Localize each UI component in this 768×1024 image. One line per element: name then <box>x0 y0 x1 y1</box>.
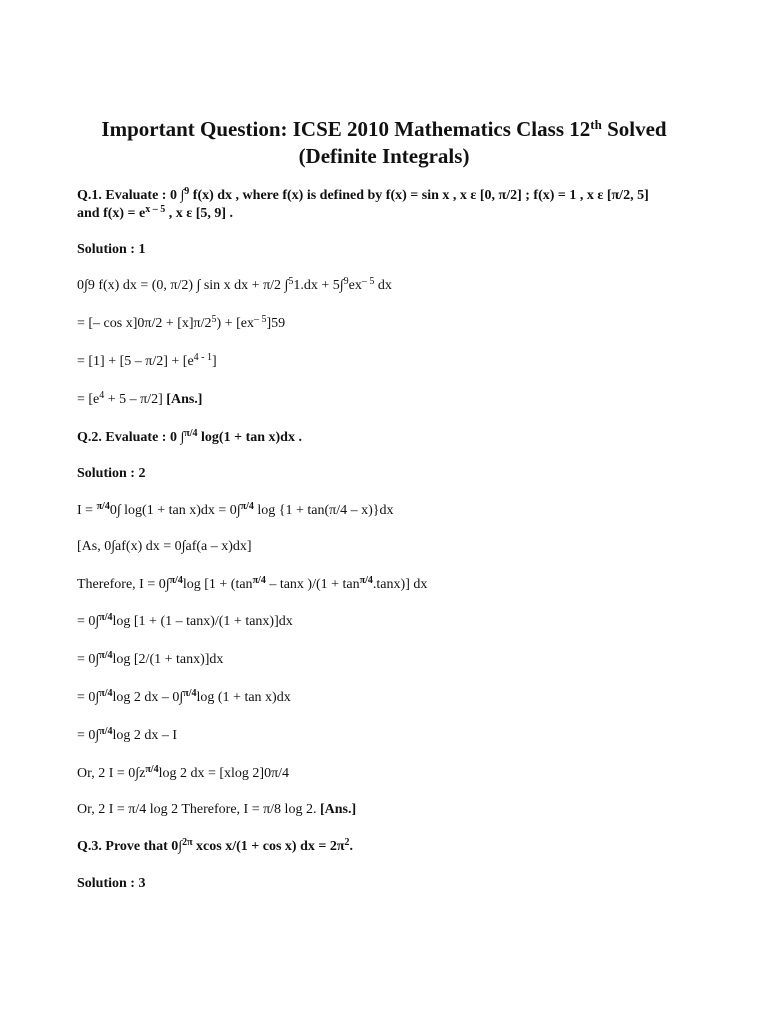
solution-2-line-2: [As, 0∫af(x) dx = 0∫af(a – x)dx] <box>77 539 252 554</box>
solution-2-heading: Solution : 2 <box>77 466 146 481</box>
solution-2-line-4: = 0∫$^{\pi/4}$log [1 + (1 – tanx)/(1 + tanx)]dx <box>77 612 293 629</box>
solution-2-line-6: = 0∫$^{\pi/4}$log 2 dx – 0∫$^{\pi/4}$log (1 + tan x)dx <box>77 688 291 705</box>
answer-label: [Ans.] <box>166 392 203 407</box>
solution-2-line-3: Therefore, I = 0∫$^{\pi/4}$log [$1 + (\tan^{\pi/4} - \tan x$ )$/(1 + \tan^{\pi/4}.\tan x)$] dx <box>77 575 428 592</box>
page-title <box>0 115 768 143</box>
page-subtitle <box>0 142 768 170</box>
solution-2-line-9: Or, 2 I = π/4 log 2 Therefore, I = π/8 log 2. [Ans.] <box>77 802 357 817</box>
question-2: Q.2. Evaluate : 0 ∫$^{\pi/4}$ log(1 + tan x)dx . <box>77 428 302 445</box>
solution-2-line-1: I = $^{\pi/4}$0∫ log(1 + tan x)dx = 0∫$^{\pi/4}$ log {1 + tan(π/4 – x)}dx <box>77 501 394 518</box>
title-superscript: th <box>590 117 602 132</box>
solution-2-line-7: = 0∫$^{\pi/4}$log 2 dx – I <box>77 726 178 743</box>
title-text: Important Question: ICSE 2010 Mathematics Class 12 <box>101 117 591 141</box>
question-1: Q.1. Evaluate : 0 ∫$^9$ f(x) dx , where f(x) is defined by f(x) = sin x , x ε [0, π/2] ; f(x) = 1 , x ε [π/2, 5] <box>77 186 649 203</box>
solution-1-line-4: = $[e^4 + 5 - \pi/2]$ [Ans.] <box>77 390 203 407</box>
solution-3-heading: Solution : 3 <box>77 876 146 891</box>
solution-2-line-5: = 0∫$^{\pi/4}$log [2/(1 + tanx)]dx <box>77 650 224 667</box>
solution-1-line-3: = $[1] + [5 - \pi/2] + [e^{4 - 1}]$ <box>77 352 217 369</box>
question-3: Q.3. Prove that 0∫$^{2\pi}$ xcos x/(1 + cos x) dx = $2\pi^2$. <box>77 837 353 854</box>
answer-label: [Ans.] <box>319 802 357 817</box>
title-text-end: Solved <box>601 117 667 141</box>
question-1-cont: and $f(x) = e^{x - 5}$ , x ε [5, 9] . <box>77 204 234 221</box>
subtitle-text: (Definite Integrals) <box>298 144 470 168</box>
solution-2-line-8: Or, 2 $I = 0\int z^{\pi/4}\log$ 2 dx = [xlog 2]0π/4 <box>77 764 290 781</box>
solution-1-line-1: 0∫9 f(x) dx = (0, π/2) ∫ sin x dx + π/2 $\int^51.dx + 5\int^9ex^{- 5}$ dx <box>77 276 392 293</box>
solution-1-heading: Solution : 1 <box>77 242 146 257</box>
solution-1-line-2: = [– $\cos x]0\pi/2 + [x]\pi/2^5) + [ex^{- 5}]59$ <box>77 314 286 331</box>
